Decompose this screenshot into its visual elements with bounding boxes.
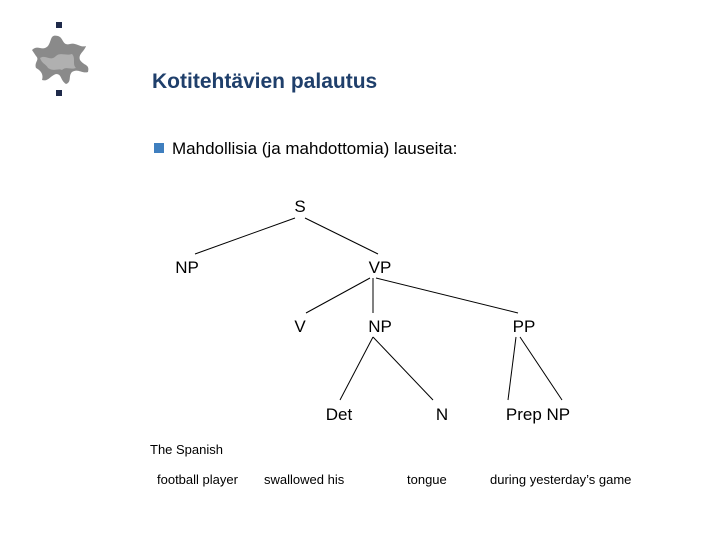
- node-np-subject: NP: [175, 258, 199, 277]
- edge-pp-np: [520, 337, 562, 400]
- edge-s-np: [195, 218, 295, 254]
- node-s: S: [294, 197, 306, 216]
- node-v: V: [294, 317, 306, 336]
- word-football-player: football player: [157, 472, 238, 487]
- edge-s-vp: [305, 218, 378, 254]
- bullet-text: Mahdollisia (ja mahdottomia) lauseita:: [172, 139, 458, 158]
- edge-vp-pp: [376, 278, 518, 313]
- node-prep-np: Prep NP: [505, 405, 571, 424]
- edge-vp-v: [306, 278, 370, 313]
- word-tongue: tongue: [407, 472, 447, 487]
- edge-pp-prep: [508, 337, 516, 400]
- node-pp: PP: [512, 317, 536, 336]
- node-n: N: [435, 405, 449, 424]
- edge-np-n: [373, 337, 433, 400]
- edge-np-det: [340, 337, 373, 400]
- word-swallowed-his: swallowed his: [264, 472, 345, 487]
- node-det: Det: [325, 405, 353, 424]
- word-the-spanish: The Spanish: [150, 442, 223, 457]
- slide-title: Kotitehtävien palautus: [152, 70, 378, 93]
- node-vp: VP: [368, 258, 392, 277]
- word-during-game: during yesterday’s game: [490, 472, 632, 487]
- node-np-object: NP: [368, 317, 392, 336]
